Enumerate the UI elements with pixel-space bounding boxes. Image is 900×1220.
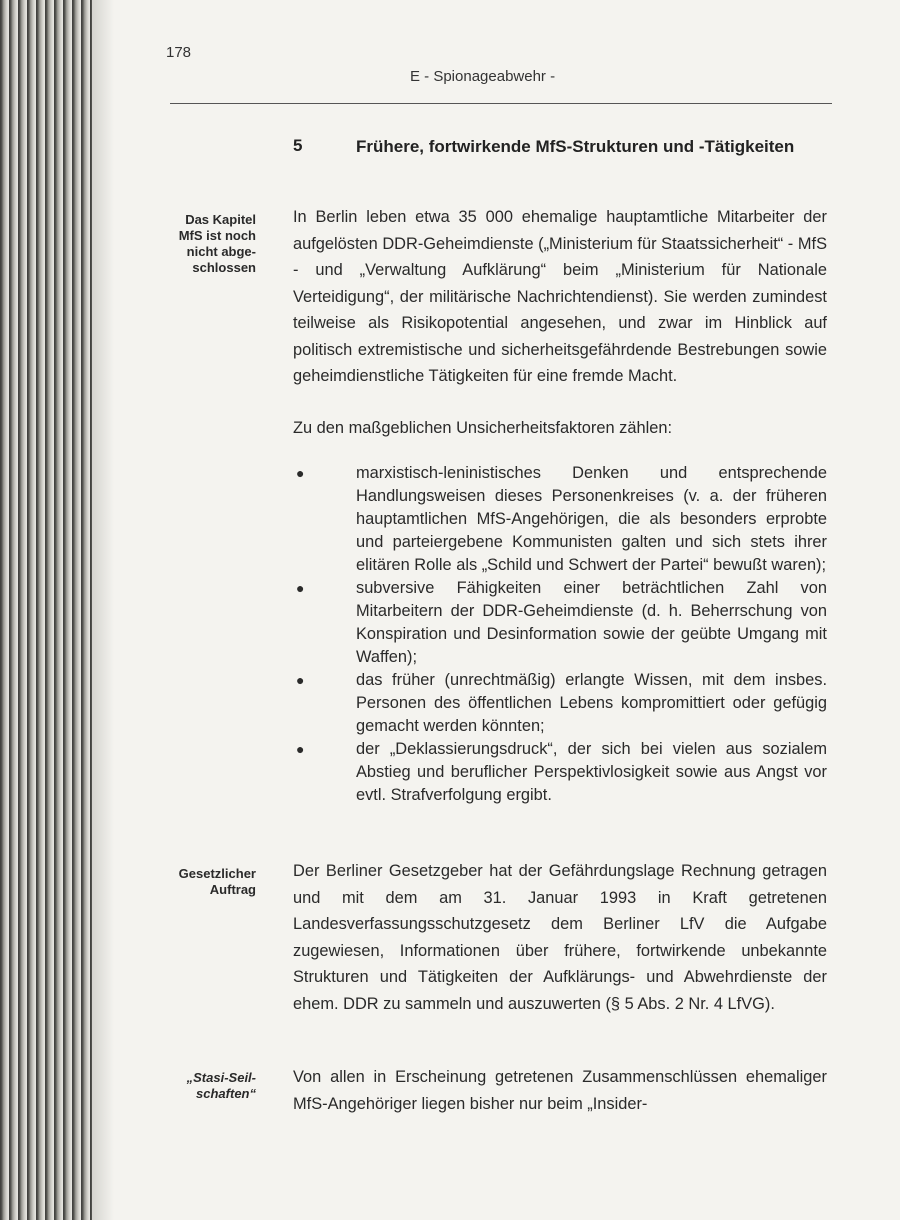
paragraph-stasi-networks: Von allen in Erscheinung getretenen Zusammenschlüssen ehemaliger MfS-Angehöriger liegen bisher nur beim „Insider-	[293, 1068, 827, 1113]
section-number: 5	[293, 136, 303, 155]
margin-note-stasi-networks	[146, 1070, 256, 1102]
bullet-icon: ●	[296, 465, 305, 481]
risk-factor-list	[293, 462, 827, 807]
margin-note-line: schlossen	[192, 260, 256, 275]
margin-note-chapter-open	[146, 212, 256, 276]
list-item: ● marxistisch-leninistisches Denken und entsprechende Handlungsweisen dieses Personenkreises (v. a. der früheren hauptamtlichen MfS-Angehörigen, die als besonders erprobte und parteiergebene Kommunisten galten und sich stets ihrer elitären Rolle als „Schild und Schwert der Partei“ bewußt waren);	[296, 464, 827, 574]
margin-note-line: „Stasi-Seil-	[186, 1070, 256, 1085]
running-head: E - Spionageabwehr -	[410, 68, 556, 85]
margin-note-line: Auftrag	[209, 882, 256, 897]
bullet-icon: ●	[296, 741, 305, 757]
margin-note-line: Gesetzlicher	[178, 866, 256, 881]
list-item: ● subversive Fähigkeiten einer beträchtlichen Zahl von Mitarbeitern der DDR-Geheimdienste (d. h. Beherrschung von Konspiration und Desinformation sowie der geübte Umgang mit Waffen);	[296, 579, 827, 666]
margin-note-line: nicht abge-	[186, 244, 256, 259]
list-item: ● der „Deklassierungsdruck“, der sich bei vielen aus sozialem Abstieg und beruflicher Perspektivlosigkeit sowie aus Angst vor evtl. Strafverfolgung ergibt.	[296, 740, 827, 804]
paragraph-risk-factors-lead: Zu den maßgeblichen Unsicherheitsfaktoren zählen:	[293, 419, 673, 437]
margin-note-line: MfS ist noch	[178, 228, 256, 243]
margin-note-line: Das Kapitel	[185, 212, 256, 227]
header-rule	[170, 103, 832, 104]
page-number: 178	[166, 44, 192, 61]
bullet-icon: ●	[296, 580, 305, 596]
section-title: Frühere, fortwirkende MfS-Strukturen und -Tätigkeiten	[356, 137, 795, 156]
book-page-edge	[0, 0, 92, 1220]
paragraph-intro: In Berlin leben etwa 35 000 ehemalige hauptamtliche Mitarbeiter der aufgelösten DDR-Geheimdienste („Ministerium für Staatssicherheit“ - MfS - und „Verwaltung Aufklärung“ beim „Ministerium für Nationale Verteidigung“, der militärische Nachrichtendienst). Sie werden zumindest teilweise als Risikopotential angesehen, und zwar im Hinblick auf politisch extremistische und sicherheitsgefährdende Bestrebungen sowie geheimdienstliche Tätigkeiten für eine fremde Macht.	[293, 208, 827, 385]
bullet-icon: ●	[296, 672, 305, 688]
paragraph-legal-mandate: Der Berliner Gesetzgeber hat der Gefährdungslage Rechnung getragen und mit dem am 31. Januar 1993 in Kraft getretenen Landesverfassungsschutzgesetz dem Berliner LfV die Aufgabe zugewiesen, Informationen über frühere, fortwirkende unbekannte Strukturen und Tätigkeiten der Aufklärungs- und Abwehrdienste der ehem. DDR zu sammeln und auszuwerten (§ 5 Abs. 2 Nr. 4 LfVG).	[293, 862, 827, 1013]
list-item: ● das früher (unrechtmäßig) erlangte Wissen, mit dem insbes. Personen des öffentlichen Lebens kompromittiert oder gefügig gemacht werden könnten;	[296, 671, 827, 735]
margin-note-legal-mandate	[146, 866, 256, 898]
margin-note-line: schaften“	[196, 1086, 256, 1101]
